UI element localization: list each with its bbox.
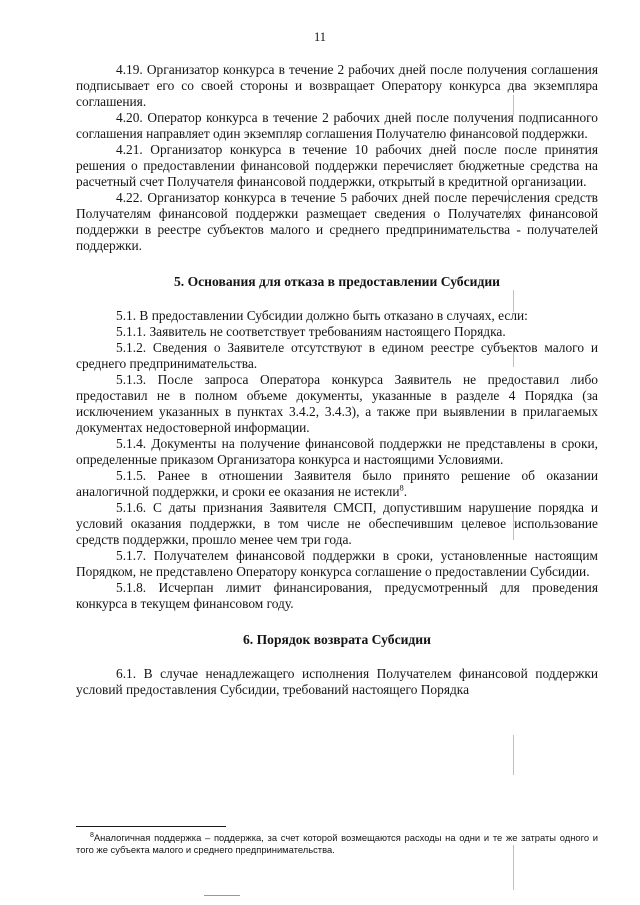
document-body	[76, 62, 598, 698]
scan-artifact-line	[513, 95, 514, 115]
paragraph-5-1-4: 5.1.4. Документы на получение финансовой поддержки не представлены в сроки, определенные приказом Организатора конкурса и настоящими Условиями.	[76, 436, 598, 467]
paragraph-5-1-3: 5.1.3. После запроса Оператора конкурса Заявитель не предоставил либо предоставил не в полном объеме документы, указанные в разделе 4 Порядка (за исключением указанных в пунктах 3.4.2, 3.4.3), а также при выявлении в прилагаемых документах недостоверной информации.	[76, 372, 598, 435]
paragraph-5-1-1: 5.1.1. Заявитель не соответствует требованиям настоящего Порядка.	[116, 324, 506, 339]
scan-artifact-line	[513, 290, 514, 312]
scan-artifact-line	[513, 510, 514, 540]
footnote-text: Аналогичная поддержка – поддержка, за счет которой возмещаются расходы на одни и те же затраты одного и того же субъекта малого и среднего предпринимательства.	[76, 832, 598, 855]
section-6-heading: 6. Порядок возврата Субсидии	[243, 632, 431, 647]
paragraph-5-1-8: 5.1.8. Исчерпан лимит финансирования, предусмотренный для проведения конкурса в текущем финансовом году.	[76, 580, 598, 611]
scan-artifact-line	[513, 735, 514, 775]
paragraph-5-1-7: 5.1.7. Получателем финансовой поддержки в сроки, установленные настоящим Порядком, не представлено Оператору конкурса соглашение о предоставлении Субсидии.	[76, 548, 598, 579]
paragraph-4-20: 4.20. Оператор конкурса в течение 2 рабочих дней после получения подписанного соглашения направляет один экземпляр соглашения Получателю финансовой поддержки.	[76, 110, 598, 141]
paragraph-4-22: 4.22. Организатор конкурса в течение 5 рабочих дней после перечисления средств Получателям финансовой поддержки размещает сведения о Получателях финансовой поддержки в реестре субъектов малого и среднего предпринимательства - получателей поддержки.	[76, 190, 598, 253]
paragraph-4-19: 4.19. Организатор конкурса в течение 2 рабочих дней после получения соглашения подписывает его со своей стороны и возвращает Оператору конкурса два экземпляра соглашения.	[76, 62, 598, 109]
paragraph-5-1: 5.1. В предоставлении Субсидии должно быть отказано в случаях, если:	[116, 308, 528, 323]
scan-artifact-line	[513, 845, 514, 890]
footnote-reference: 8	[399, 482, 404, 493]
footnote-separator	[76, 826, 226, 827]
paragraph-6-1: 6.1. В случае ненадлежащего исполнения Получателем финансовой поддержки условий предоставления Субсидии, требований настоящего Порядка	[76, 666, 598, 697]
scan-artifact-dash	[204, 895, 240, 896]
footnote	[76, 832, 598, 856]
footnote-marker: 8	[90, 831, 94, 839]
scan-artifact-line	[513, 345, 514, 367]
paragraph-5-1-2: 5.1.2. Сведения о Заявителе отсутствуют в едином реестре субъектов малого и среднего предпринимательства.	[76, 340, 598, 371]
paragraph-5-1-5: 5.1.5. Ранее в отношении Заявителя было принято решение об оказании аналогичной поддержки, и сроки ее оказания не истекли$^8$.	[76, 468, 598, 499]
paragraph-5-1-5-text: 5.1.5. Ранее в отношении Заявителя было принято решение об оказании аналогичной поддержки, и сроки ее оказания не истекли	[76, 468, 598, 499]
paragraph-4-21: 4.21. Организатор конкурса в течение 10 рабочих дней после после принятия решения о предоставлении финансовой поддержки перечисляет бюджетные средства на расчетный счет Получателя финансовой поддержки, открытый в кредитной организации.	[76, 142, 598, 189]
scan-artifact-line	[508, 190, 509, 220]
paragraph-5-1-6: 5.1.6. С даты признания Заявителя СМСП, допустившим нарушение порядка и условий оказания поддержки, в том числе не обеспечившим целевое использование средств поддержки, прошло менее чем три года.	[76, 500, 598, 547]
page-number: 11	[313, 30, 327, 44]
section-5-heading: 5. Основания для отказа в предоставлении Субсидии	[173, 274, 501, 289]
